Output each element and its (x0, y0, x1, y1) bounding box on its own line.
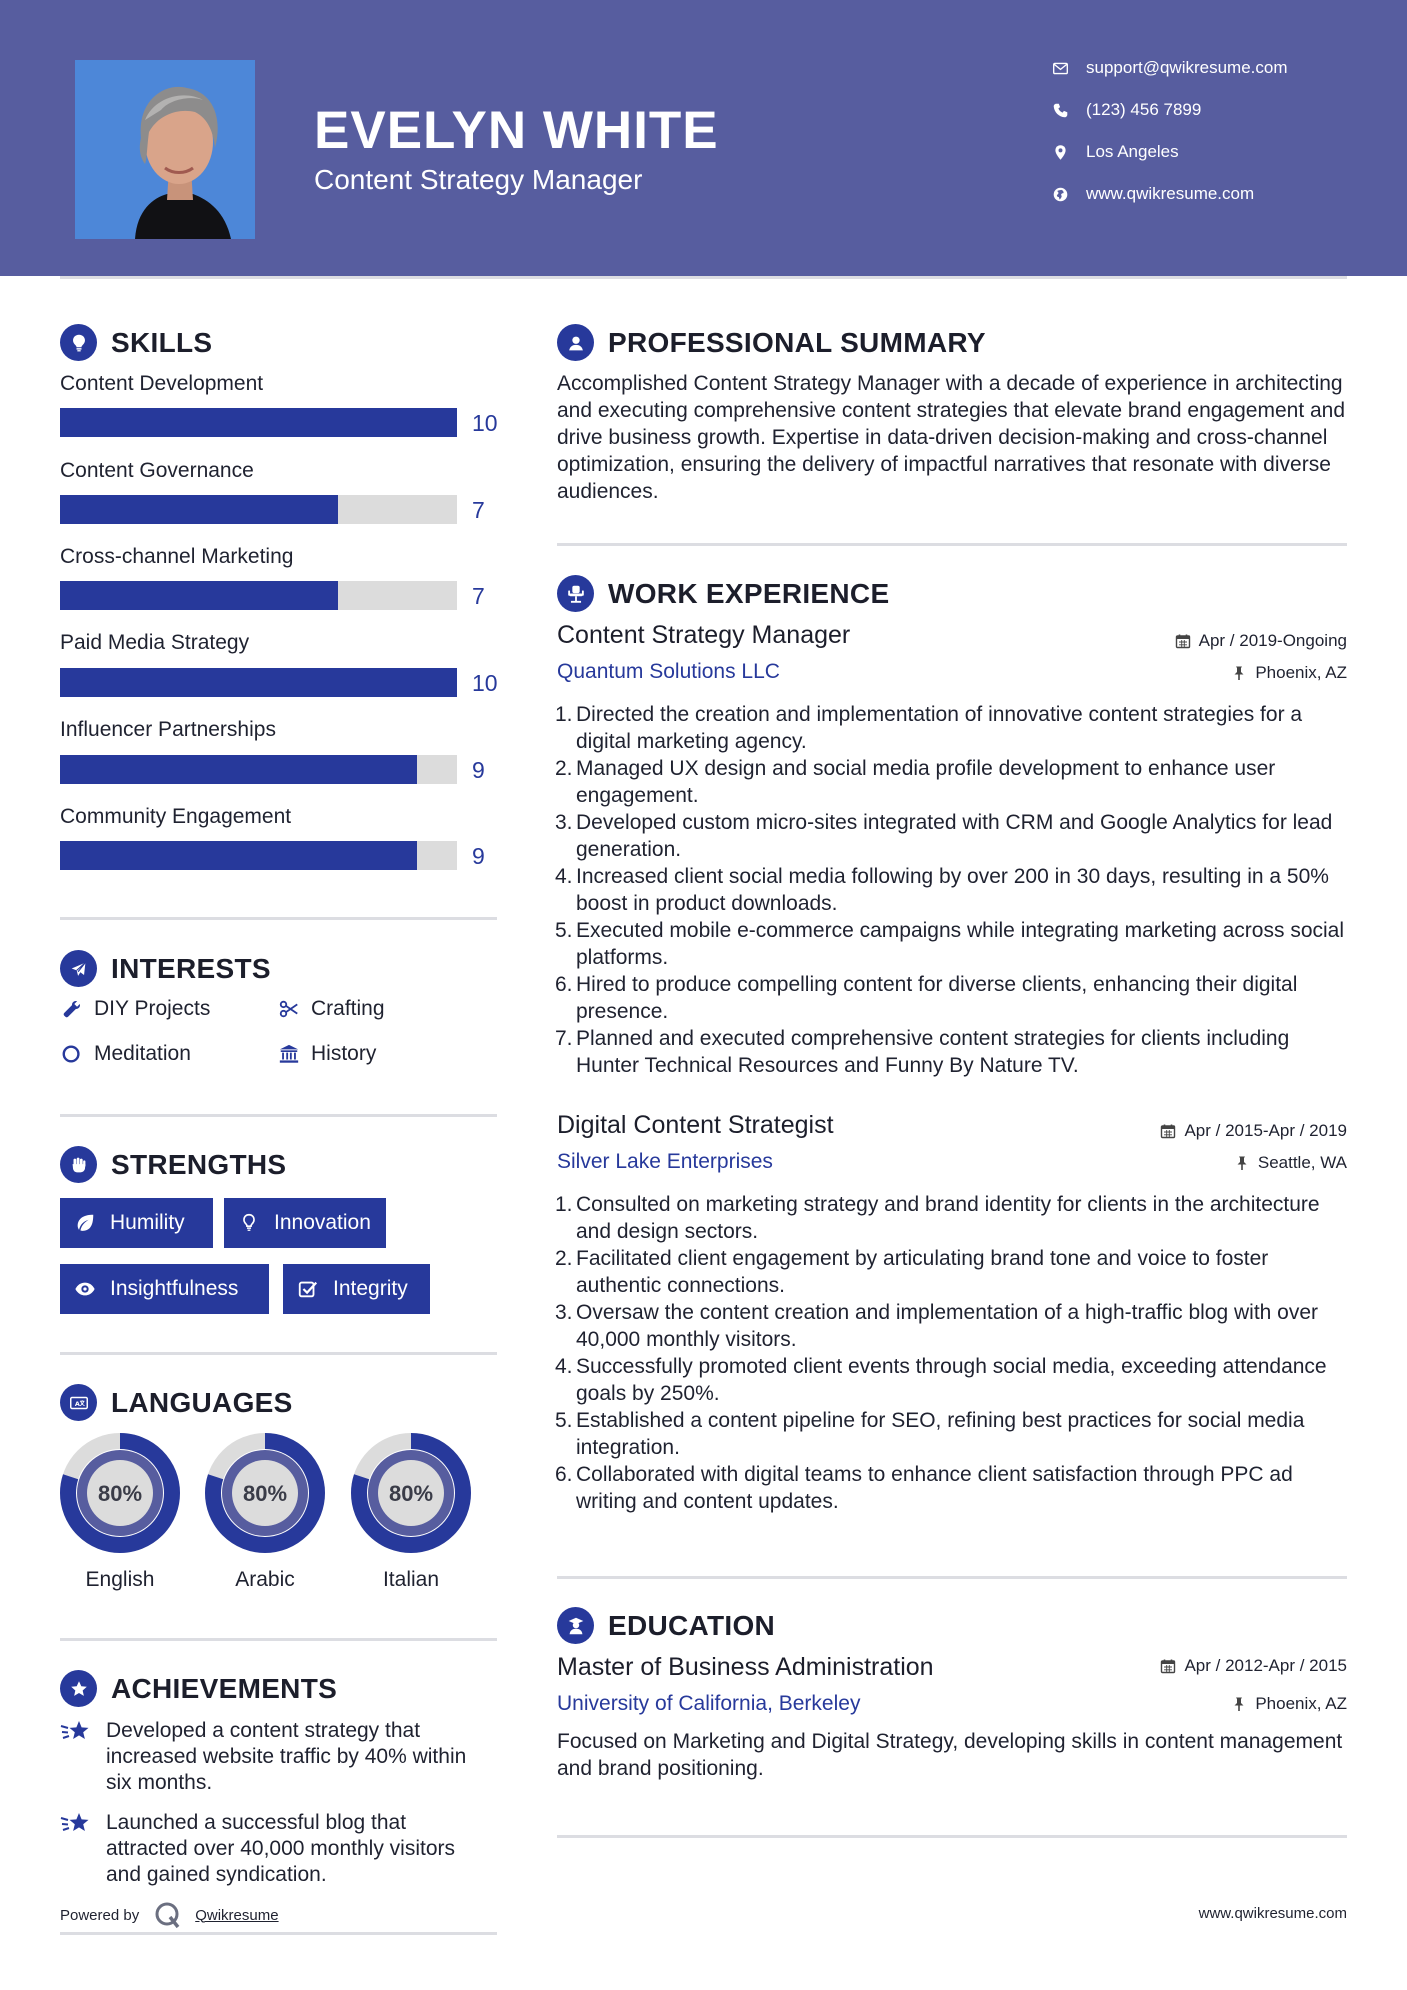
duty-text: Executed mobile e-commerce campaigns while integrating marketing across social platforms. (576, 919, 1345, 969)
education-dates (1160, 1656, 1347, 1676)
profile-photo (75, 60, 255, 239)
calendar-icon (1160, 1123, 1176, 1139)
duty-text: Established a content pipeline for SEO, refining best practices for social media integration. (576, 1409, 1305, 1459)
skill-bar-fill (60, 841, 417, 870)
job-dates-text: Apr / 2019-Ongoing (1198, 631, 1347, 650)
section-divider (557, 1835, 1347, 1838)
section-divider (60, 1114, 497, 1117)
language-item (203, 1431, 327, 1591)
powered-by (60, 1900, 279, 1930)
strength-label: Integrity (333, 1277, 408, 1300)
contact-email[interactable] (1050, 58, 1288, 78)
duty-item: 6. Hired to produce compelling content for diverse clients, enhancing their digital presence. (555, 973, 1298, 1023)
job-dates (1175, 631, 1347, 651)
interest-item (60, 997, 210, 1021)
strengths-title: STRENGTHS (111, 1148, 287, 1180)
company-name: Quantum Solutions LLC (557, 660, 780, 683)
interest-item (277, 1042, 376, 1066)
duty-text: Collaborated with digital teams to enhance client satisfaction through PPC ad writing and content updates. (576, 1463, 1293, 1513)
job-location-text: Phoenix, AZ (1255, 663, 1347, 682)
contact-location-text: Los Angeles (1086, 142, 1179, 161)
job-location-text: Seattle, WA (1257, 1153, 1347, 1172)
experience-heading (557, 575, 889, 612)
envelope-icon (1050, 58, 1070, 78)
skill-label: Influencer Partnerships (60, 718, 276, 741)
language-icon (60, 1384, 97, 1421)
strengths-heading (60, 1146, 286, 1183)
section-divider (557, 1576, 1347, 1579)
contact-phone[interactable] (1050, 100, 1201, 120)
eye-icon (72, 1276, 98, 1302)
strength-tag (283, 1264, 430, 1314)
language-donut-chart (58, 1431, 182, 1555)
interests-heading (60, 950, 271, 987)
strength-tag (60, 1198, 213, 1248)
language-item (349, 1431, 473, 1591)
duty-item: 2. Managed UX design and social media profile development to enhance user engagement. (555, 757, 1276, 807)
achievement-item (60, 1718, 480, 1796)
wrench-icon (60, 997, 84, 1021)
pushpin-icon (1231, 665, 1247, 681)
museum-icon (277, 1042, 301, 1066)
qwikresume-link[interactable]: Qwikresume (195, 1906, 279, 1924)
skill-score: 7 (472, 583, 485, 609)
interest-item (60, 1042, 191, 1066)
skill-score: 7 (472, 497, 485, 523)
contact-website[interactable] (1050, 184, 1254, 204)
education-title: EDUCATION (608, 1609, 776, 1641)
duty-text: Successfully promoted client events through social media, exceeding attendance goals by 250%. (576, 1355, 1327, 1405)
language-donut-chart (203, 1431, 327, 1555)
duty-text: Managed UX design and social media profile development to enhance user engagement. (576, 757, 1276, 807)
language-percent: 80% (97, 1481, 143, 1506)
interest-label: Crafting (311, 997, 385, 1020)
globe-icon (1050, 184, 1070, 204)
section-divider (60, 1352, 497, 1355)
svg-text:A: A (74, 1399, 80, 1408)
duty-text: Planned and executed comprehensive content strategies for clients including Hunter Technical Resources and Funny By Nature TV. (576, 1027, 1290, 1077)
leaf-icon (72, 1210, 98, 1236)
company-name: Silver Lake Enterprises (557, 1150, 773, 1173)
star-badge-icon (60, 1670, 97, 1707)
duty-item: 1. Consulted on marketing strategy and brand identity for clients in the architecture and design sectors. (555, 1193, 1320, 1243)
strength-label: Innovation (274, 1211, 371, 1234)
interest-label: DIY Projects (94, 997, 211, 1020)
duty-item: 6. Collaborated with digital teams to enhance client satisfaction through PPC ad writing and content updates. (555, 1463, 1293, 1513)
skill-bar-fill (60, 581, 338, 610)
education-dates-text: Apr / 2012-Apr / 2015 (1184, 1656, 1347, 1675)
duty-item: 4. Successfully promoted client events through social media, exceeding attendance goals by 250%. (555, 1355, 1327, 1405)
skill-bar-fill (60, 755, 417, 784)
candidate-name: EVELYN WHITE (314, 101, 719, 160)
job-dates (1160, 1121, 1347, 1141)
phone-icon (1050, 100, 1070, 120)
contact-phone-text: (123) 456 7899 (1086, 100, 1202, 119)
skill-bar-fill (60, 668, 457, 697)
skill-label: Paid Media Strategy (60, 631, 250, 654)
skill-bar-track (60, 408, 457, 437)
shooting-star-icon (60, 1810, 92, 1838)
section-divider (60, 1932, 497, 1935)
languages-heading (60, 1384, 293, 1421)
school-name: University of California, Berkeley (557, 1692, 861, 1715)
skill-label: Community Engagement (60, 805, 292, 828)
duty-item: 7. Planned and executed comprehensive content strategies for clients including Hunter Technical Resources and Funny By Nature TV. (555, 1027, 1290, 1077)
language-donut-chart (349, 1431, 473, 1555)
skill-bar-fill (60, 495, 338, 524)
languages-title: LANGUAGES (111, 1386, 293, 1418)
achievement-item (60, 1810, 480, 1888)
scissors-icon (277, 997, 301, 1021)
education-text: Focused on Marketing and Digital Strategy, developing skills in content management and brand positioning. (557, 1730, 1343, 1780)
achievements-title: ACHIEVEMENTS (111, 1672, 338, 1704)
calendar-icon (1175, 633, 1191, 649)
education-heading (557, 1607, 775, 1644)
job-location (1234, 1153, 1347, 1173)
fist-icon (60, 1146, 97, 1183)
interest-label: Meditation (94, 1042, 191, 1065)
job-title: Digital Content Strategist (557, 1111, 834, 1139)
contact-email-text: support@qwikresume.com (1086, 58, 1288, 77)
language-name: Italian (382, 1568, 440, 1591)
skill-score: 9 (472, 843, 485, 869)
duty-item: 4. Increased client social media following by over 200 in 30 days, resulting in a 50% boost in product downloads. (555, 865, 1329, 915)
job-duties-list (557, 1191, 1353, 1515)
header-divider (60, 276, 1347, 279)
skills-heading (60, 324, 212, 361)
duty-item: 3. Oversaw the content creation and implementation of a high-traffic blog with over 40,000 monthly visitors. (555, 1301, 1319, 1351)
skill-label: Cross-channel Marketing (60, 545, 294, 568)
job-location (1231, 663, 1347, 683)
paper-plane-icon (60, 950, 97, 987)
job-dates-text: Apr / 2015-Apr / 2019 (1184, 1121, 1347, 1140)
candidate-title: Content Strategy Manager (314, 164, 643, 195)
summary-title: PROFESSIONAL SUMMARY (608, 326, 986, 358)
skill-bar-track (60, 841, 457, 870)
education-location (1231, 1694, 1347, 1714)
qwikresume-logo-icon (153, 1900, 183, 1930)
achievements-heading (60, 1670, 337, 1707)
contact-location (1050, 142, 1179, 162)
duty-item: 2. Facilitated client engagement by articulating brand tone and voice to foster authentic connections. (555, 1247, 1269, 1297)
summary-heading (557, 324, 986, 361)
shooting-star-icon (60, 1718, 92, 1746)
education-location-text: Phoenix, AZ (1255, 1694, 1347, 1713)
language-percent: 80% (388, 1481, 434, 1506)
achievement-text: Developed a content strategy that increased website traffic by 40% within six months. (106, 1719, 467, 1794)
experience-title: WORK EXPERIENCE (608, 577, 890, 609)
map-pin-icon (1050, 142, 1070, 162)
section-divider (60, 917, 497, 920)
duty-item: 1. Directed the creation and implementation of innovative content strategies for a digital marketing agency. (555, 703, 1303, 753)
duty-text: Facilitated client engagement by articulating brand tone and voice to foster authentic connections. (576, 1247, 1269, 1297)
interest-item (277, 997, 385, 1021)
skill-score: 10 (472, 410, 498, 436)
lightbulb-icon (60, 324, 97, 361)
strength-label: Insightfulness (110, 1277, 239, 1300)
lightbulb-icon (236, 1210, 262, 1236)
graduate-icon (557, 1607, 594, 1644)
check-square-icon (295, 1276, 321, 1302)
skill-label: Content Governance (60, 459, 254, 482)
skill-bar-track (60, 581, 457, 610)
skill-score: 9 (472, 757, 485, 783)
footer-website-link[interactable]: www.qwikresume.com (1198, 1905, 1347, 1922)
office-chair-icon (557, 575, 594, 612)
calendar-icon (1160, 1658, 1176, 1674)
interest-label: History (311, 1042, 377, 1065)
duty-text: Directed the creation and implementation of innovative content strategies for a digital marketing agency. (576, 703, 1303, 753)
user-icon (557, 324, 594, 361)
duty-text: Oversaw the content creation and implementation of a high-traffic blog with over 40,000 monthly visitors. (576, 1301, 1319, 1351)
language-name: Arabic (235, 1568, 295, 1591)
achievement-text: Launched a successful blog that attracted over 40,000 monthly visitors and gained syndication. (106, 1811, 456, 1886)
section-divider (557, 543, 1347, 546)
duty-item: 3. Developed custom micro-sites integrated with CRM and Google Analytics for lead generation. (555, 811, 1333, 861)
powered-by-label: Powered by (60, 1906, 140, 1924)
contact-website-text: www.qwikresume.com (1086, 184, 1255, 203)
skill-bar-fill (60, 408, 457, 437)
strength-label: Humility (110, 1211, 185, 1234)
summary-text: Accomplished Content Strategy Manager with a decade of experience in architecting and executing comprehensive content strategies that elevate brand engagement and drive business growth. Expertise in data-driven decision-making and cross-channel optimization, ensuring the delivery of impactful narratives that resonate with diverse audiences. (557, 372, 1346, 503)
resume-header (0, 0, 1407, 276)
language-percent: 80% (242, 1481, 288, 1506)
duty-text: Increased client social media following by over 200 in 30 days, resulting in a 50% boost in product downloads. (576, 865, 1329, 915)
interests-title: INTERESTS (111, 952, 271, 984)
skills-title: SKILLS (111, 326, 213, 358)
circle-icon (60, 1042, 84, 1066)
pushpin-icon (1234, 1155, 1250, 1171)
skill-bar-track (60, 495, 457, 524)
section-divider (60, 1638, 497, 1641)
job-title: Content Strategy Manager (557, 621, 851, 649)
skill-bar-track (60, 755, 457, 784)
duty-text: Consulted on marketing strategy and brand identity for clients in the architecture and design sectors. (576, 1193, 1320, 1243)
strength-tag (60, 1264, 269, 1314)
pushpin-icon (1231, 1696, 1247, 1712)
strength-tag (224, 1198, 386, 1248)
skill-bar-track (60, 668, 457, 697)
language-name: English (85, 1568, 155, 1591)
job-duties-list (557, 701, 1353, 1079)
degree-title: Master of Business Administration (557, 1653, 934, 1681)
duty-item: 5. Executed mobile e-commerce campaigns while integrating marketing across social platforms. (555, 919, 1345, 969)
skill-score: 10 (472, 670, 498, 696)
skill-label: Content Development (60, 372, 264, 395)
duty-item: 5. Established a content pipeline for SEO, refining best practices for social media integration. (555, 1409, 1305, 1459)
language-item (58, 1431, 182, 1591)
duty-text: Hired to produce compelling content for diverse clients, enhancing their digital presence. (576, 973, 1298, 1023)
duty-text: Developed custom micro-sites integrated with CRM and Google Analytics for lead generation. (576, 811, 1333, 861)
